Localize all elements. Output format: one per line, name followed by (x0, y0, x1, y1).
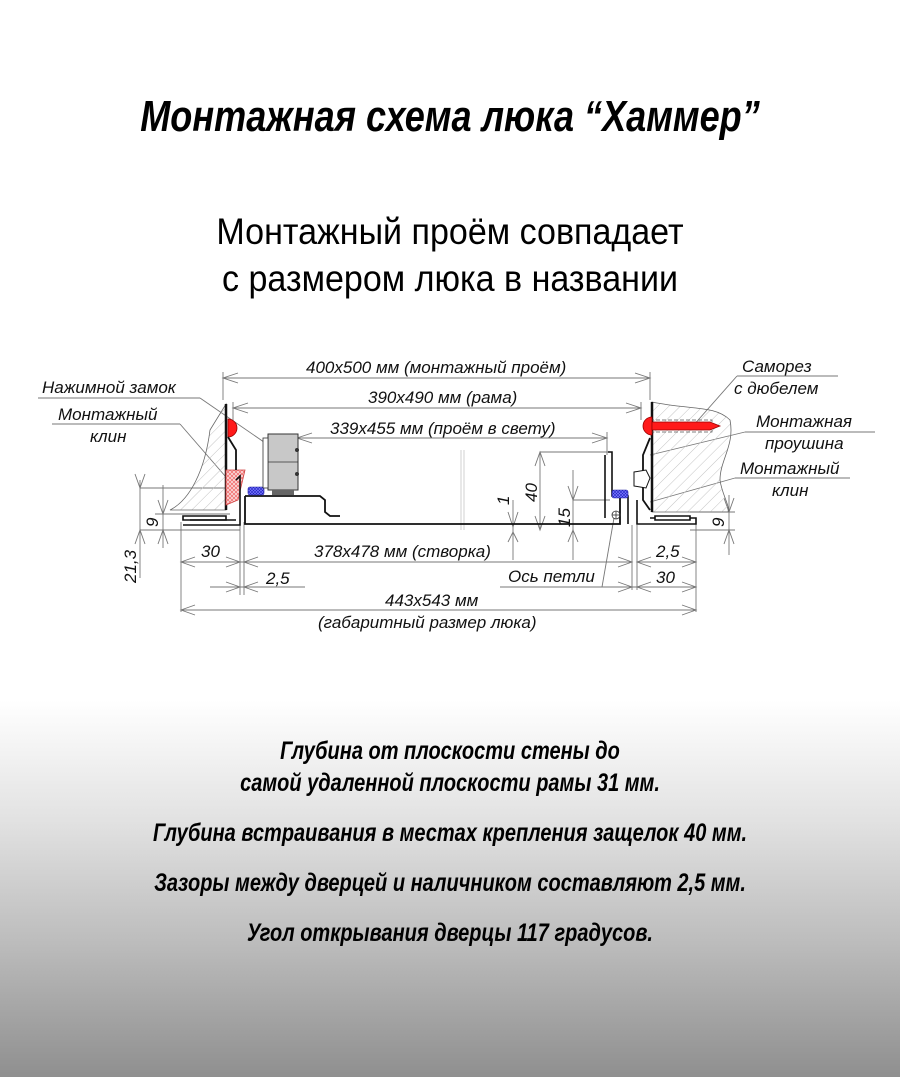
right-seal-icon (612, 490, 628, 498)
note-line-3: Глубина встраивания в местах крепления защелок 40 мм. (152, 819, 748, 847)
dim-left-2-5: 2,5 (266, 569, 290, 588)
notes-block (0, 735, 900, 949)
hinge-axis-label: Ось петли (508, 567, 595, 586)
push-lock-label: Нажимной замок (42, 378, 176, 397)
push-lock-icon (228, 419, 237, 437)
wedge-left-label-2: клин (90, 427, 127, 446)
left-seal-icon (248, 487, 264, 495)
page-title: Монтажная схема люка “Хаммер” (140, 92, 760, 141)
dim-left-21-3: 21,3 (121, 549, 140, 583)
dim-opening: 400х500 мм (монтажный проём) (306, 358, 567, 377)
dim-depth-40: 40 (522, 483, 541, 502)
eyelet-icon (634, 470, 650, 488)
dim-left-30: 30 (201, 542, 220, 561)
dim-right-9: 9 (709, 517, 728, 527)
note-line-2: самой удаленной плоскости рамы 31 мм. (240, 769, 660, 797)
dim-right-2-5: 2,5 (656, 542, 680, 561)
dim-door: 378х478 мм (створка) (314, 542, 491, 561)
note-line-4: Зазоры между дверцей и наличником составляют 2,5 мм. (154, 869, 746, 897)
left-wall (170, 404, 226, 510)
dim-depth-1: 1 (494, 495, 513, 505)
wedge-right-label-1: Монтажный (740, 459, 840, 478)
wedge-left-label-1: Монтажный (58, 405, 158, 424)
dim-overall-2: (габаритный размер люка) (318, 613, 537, 632)
dim-clear-opening: 339х455 мм (проём в свету) (330, 419, 556, 438)
note-line-5: Угол открывания дверцы 117 градусов. (247, 919, 653, 947)
installation-drawing (0, 340, 900, 640)
subtitle-line-2: с размером люка в названии (221, 258, 679, 299)
wedge-right-label-2: клин (772, 481, 809, 500)
subtitle (0, 208, 900, 302)
screw-label-1: Саморез (742, 357, 812, 376)
note-line-1: Глубина от плоскости стены до (280, 737, 620, 765)
screw-label-2: с дюбелем (734, 379, 819, 398)
subtitle-line-1: Монтажный проём совпадает (216, 211, 684, 252)
right-wall (652, 402, 731, 512)
left-wedge-icon (226, 470, 245, 505)
hinge-axis-icon (612, 511, 620, 519)
dim-left-9: 9 (143, 517, 162, 527)
dim-overall-1: 443х543 мм (385, 591, 479, 610)
latch-icon (263, 434, 299, 495)
eyelet-label-1: Монтажная (756, 412, 852, 431)
eyelet-label-2: проушина (765, 434, 844, 453)
dim-frame: 390х490 мм (рама) (368, 388, 518, 407)
dim-depth-15: 15 (555, 508, 574, 527)
dimension-lines (38, 372, 875, 615)
dim-right-30: 30 (656, 568, 675, 587)
